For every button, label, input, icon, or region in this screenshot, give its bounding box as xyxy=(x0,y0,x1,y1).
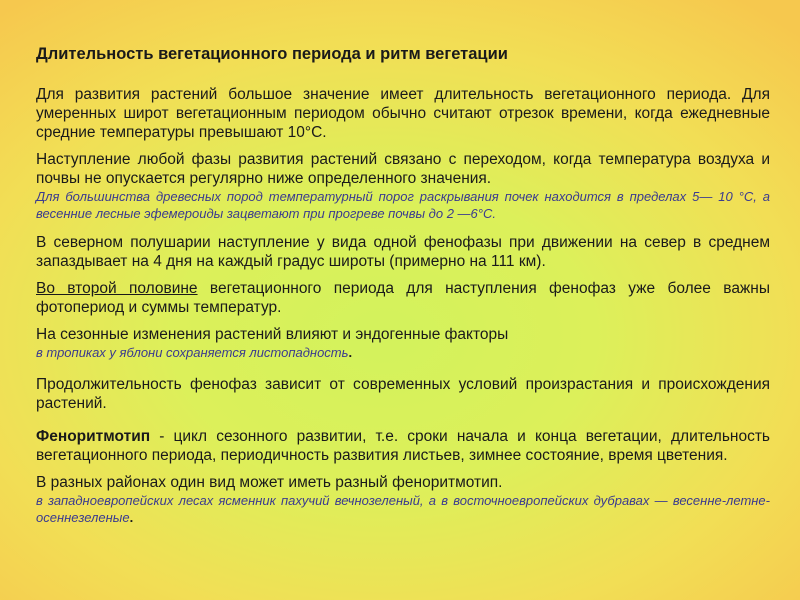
paragraph-endogenous-factors: На сезонные изменения растений влияют и эндогенные факторы xyxy=(36,326,509,343)
phenorhythmotype-definition: - цикл сезонного развитии, т.е. сроки начала и конца вегетации, длительность вегетационного периода, периодичность развития листьев, зимнее состояние, время цветения. xyxy=(36,428,770,464)
paragraph-regions: В разных районах один вид может иметь разный феноритмотип. xyxy=(36,474,503,491)
paragraph-northern-hemisphere: В северном полушарии наступление у вида одной фенофазы при движении на север в среднем запаздывает на 4 дня на каждый градус широты (примерно на 111 км). xyxy=(36,234,770,270)
note-temperature-threshold: Для большинства древесных пород температурный порог раскрывания почек находится в пределах 5— 10 °С, а весенние лесные эфемероиды зацветают при прогреве почвы до 2 —6°С. xyxy=(36,189,770,221)
paragraph-phenophase-duration: Продолжительность фенофаз зависит от современных условий произрастания и происхождения растений. xyxy=(36,376,770,412)
note-woodruff xyxy=(36,492,770,526)
note-woodruff-period: . xyxy=(129,510,134,525)
note-woodruff-text: в западноевропейских лесах ясменник пахучий вечнозеленый, а в восточноевропейских дубравах — весенне-летне-осеннезеленые xyxy=(36,493,770,525)
slide-content xyxy=(36,44,770,526)
note-apple-tropics xyxy=(36,344,770,361)
note-apple-text: в тропиках у яблони сохраняется листопадность xyxy=(36,345,349,360)
slide-title: Длительность вегетационного периода и ритм вегетации xyxy=(36,45,508,63)
paragraph-second-half xyxy=(36,279,770,317)
second-half-underlined: Во второй половине xyxy=(36,280,198,297)
second-half-rest: вегетационного периода для наступления фенофаз уже более важны фотопериод и суммы температур. xyxy=(36,280,771,316)
paragraph-phase-onset: Наступление любой фазы развития растений связано с переходом, когда температура воздуха и почвы не опускается регулярно ниже определенного значения. xyxy=(36,151,770,187)
note-apple-period: . xyxy=(348,345,353,360)
phenorhythmotype-term: Феноритмотип xyxy=(36,428,151,445)
paragraph-phenorhythmotype xyxy=(36,427,770,465)
paragraph-vegetation-period: Для развития растений большое значение имеет длительность вегетационного периода. Для умеренных широт вегетационным периодом обычно считают отрезок времени, когда ежедневные средние температуры превышают 10°С. xyxy=(36,86,770,141)
